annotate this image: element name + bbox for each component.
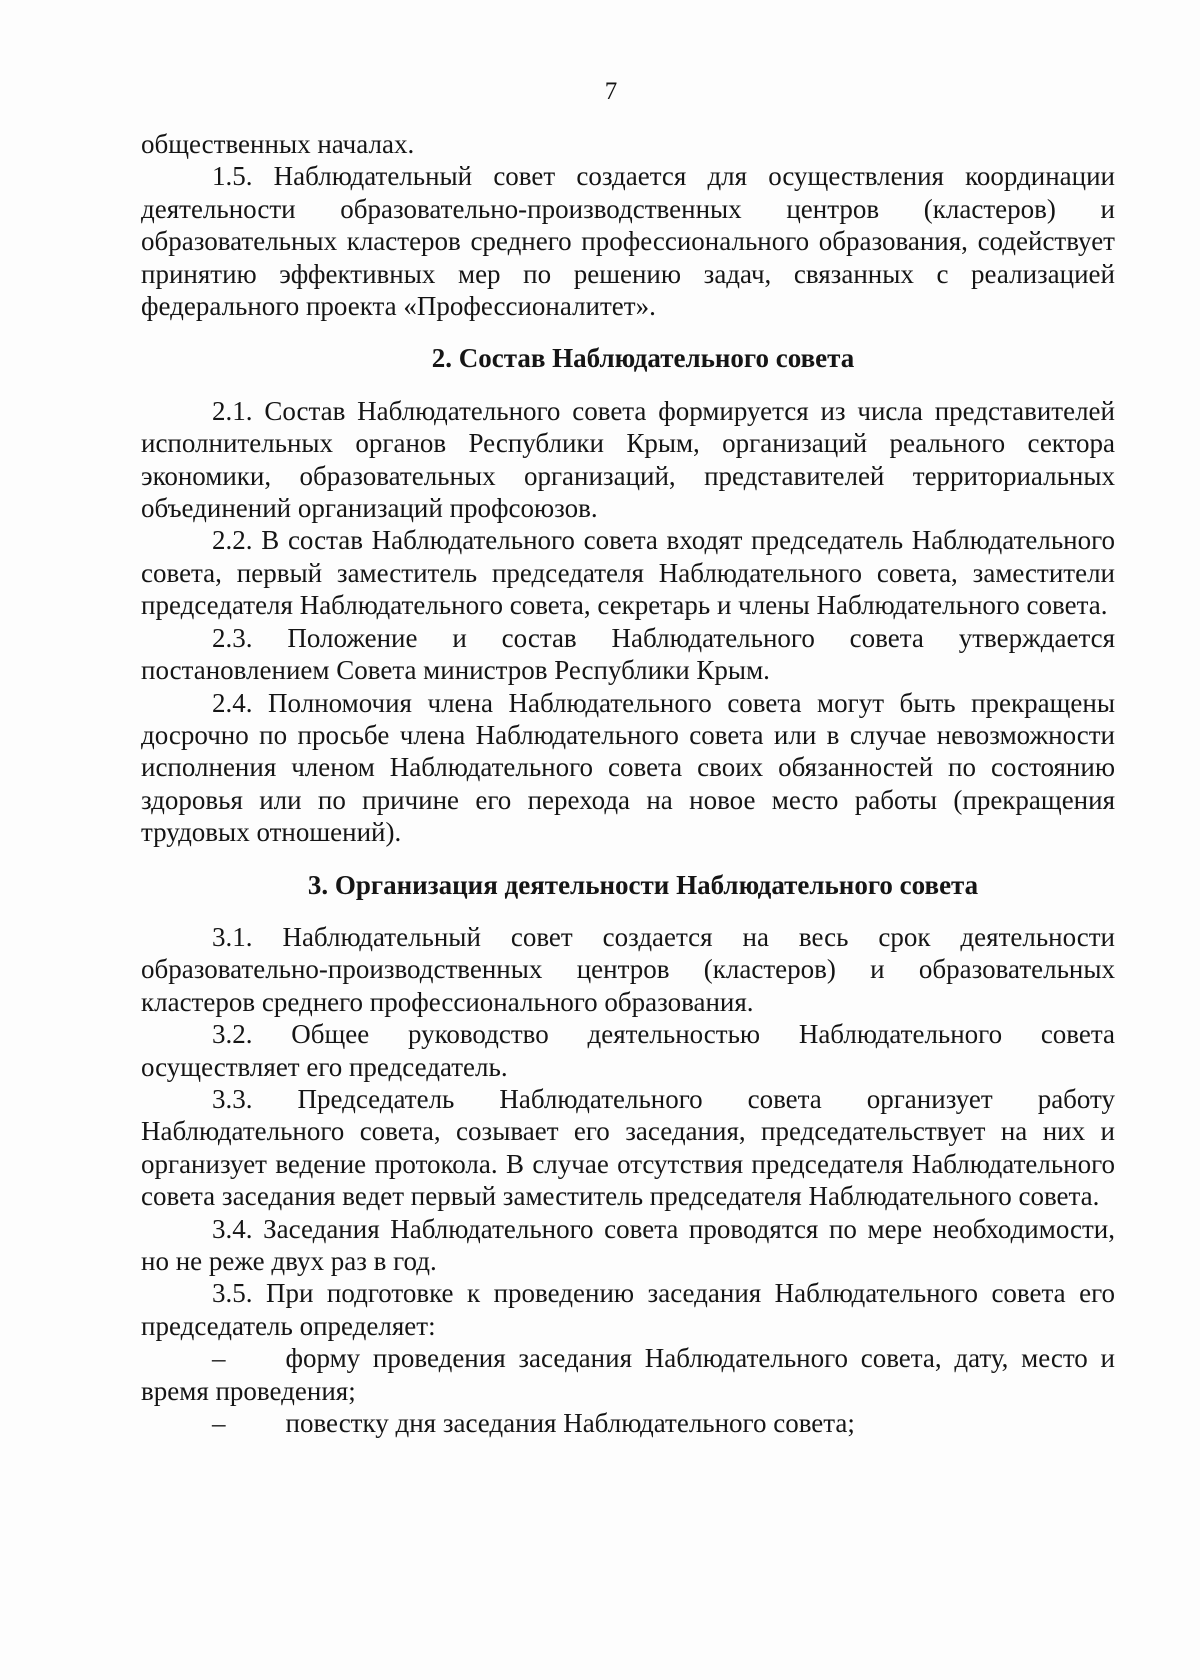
list-item-dash	[141, 1342, 1115, 1407]
paragraph-2-4: 2.4. Полномочия члена Наблюдательного совета могут быть прекращены досрочно по просьбе члена Наблюдательного совета или в случае невозможности исполнения членом Наблюдательного совета своих обязанностей по состоянию здоровья или по причине его перехода на новое место работы (прекращения трудовых отношений).	[141, 687, 1115, 848]
dash-marker: –	[212, 1408, 226, 1439]
list-item-text: повестку дня заседания Наблюдательного совета;	[285, 1408, 855, 1439]
paragraph-3-4: 3.4. Заседания Наблюдательного совета проводятся по мере необходимости, но не реже двух раз в год.	[141, 1213, 1115, 1276]
list-item-dash	[141, 1407, 1115, 1439]
dash-marker: –	[212, 1343, 226, 1374]
paragraph-3-5: 3.5. При подготовке к проведению заседания Наблюдательного совета его председатель определяет:	[141, 1278, 1115, 1341]
paragraph-3-2: 3.2. Общее руководство деятельностью Наблюдательного совета осуществляет его председатель.	[141, 1019, 1115, 1082]
document-body	[141, 128, 1115, 1439]
paragraph-2-2: 2.2. В состав Наблюдательного совета входят председатель Наблюдательного совета, первый заместитель председателя Наблюдательного совета, заместители председателя Наблюдательного совета, секретарь и члены Наблюдательного совета.	[141, 525, 1115, 621]
page-number: 7	[604, 78, 618, 105]
paragraph-3-1: 3.1. Наблюдательный совет создается на весь срок деятельности образовательно-производственных центров (кластеров) и образовательных кластеров среднего профессионального образования.	[141, 921, 1115, 1017]
list-item-text: форму проведения заседания Наблюдательного совета, дату, место и время проведения;	[141, 1343, 1115, 1406]
paragraph-continuation: общественных началах.	[141, 129, 415, 159]
paragraph-1-5: 1.5. Наблюдательный совет создается для осуществления координации деятельности образовательно-производственных центров (кластеров) и образовательных кластеров среднего профессионального образования, содействует принятию эффективных мер по решению задач, связанных с реализацией федерального проекта «Профессионалитет».	[141, 161, 1115, 322]
section-heading-3: 3. Организация деятельности Наблюдательного совета	[307, 869, 979, 900]
paragraph-2-3: 2.3. Положение и состав Наблюдательного совета утверждается постановлением Совета министров Республики Крым.	[141, 622, 1115, 686]
section-heading-2: 2. Состав Наблюдательного совета	[431, 343, 855, 374]
paragraph-3-3: 3.3. Председатель Наблюдательного совета организует работу Наблюдательного совета, созывает его заседания, председательствует на них и организует ведение протокола. В случае отсутствия председателя Наблюдательного совета заседания ведет первый заместитель председателя Наблюдательного совета.	[141, 1083, 1115, 1212]
paragraph-2-1: 2.1. Состав Наблюдательного совета формируется из числа представителей исполнительных органов Республики Крым, организаций реального сектора экономики, образовательных организаций, представителей территориальных объединений организаций профсоюзов.	[141, 395, 1115, 524]
